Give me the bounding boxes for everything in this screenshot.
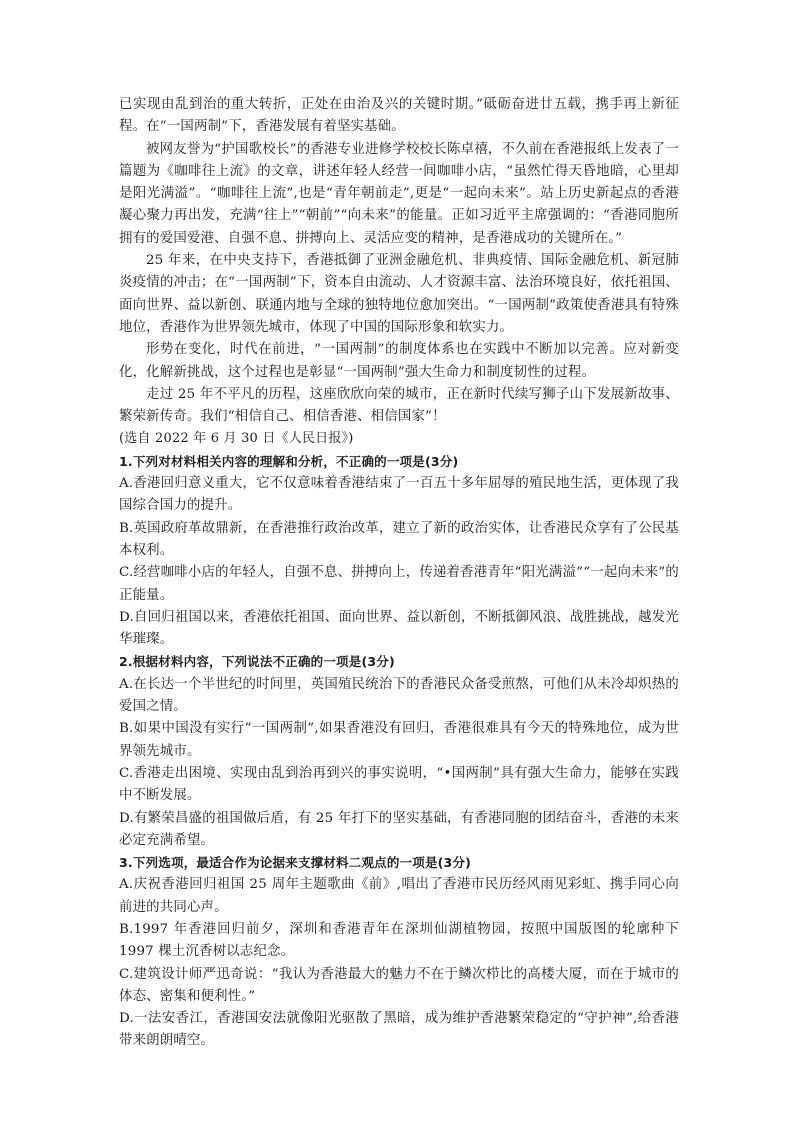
question-2-option-a: A.在长达一个半世纪的时间里，英国殖民统治下的香港民众备受煎熬，可他们从未冷却炽热的爱国之情。 — [119, 676, 679, 715]
question-1-title: 1.下列对材料相关内容的理解和分析，不正确的一项是(3分) — [119, 453, 459, 469]
paragraph-2: 被网友誉为“护国歌校长”的香港专业进修学校校长陈卓禧，不久前在香港报纸上发表了一篇题为《咖啡往上流》的文章，讲述年轻人经营一间咖啡小店，“虽然忙得天昏地暗，心里却是阳光满溢”。“咖啡往上流”,也是“青年朝前走”,更是“一起向未来”。站上历史新起点的香港凝心聚力再出发，充满“往上”“朝前”“向未来”的能量。正如习近平主席强调的：“香港同胞所拥有的爱国爱港、自强不息、拼搏向上、灵活应变的精神，是香港成功的关键所在。” — [119, 141, 679, 246]
question-2-title: 2.根据材料内容，下列说法不正确的一项是(3分) — [119, 654, 395, 670]
question-3-option-c: C.建筑设计师严迅奇说：“我认为香港最大的魅力不在于鳞次栉比的高楼大厦，而在于城市的体态、密集和便利性。” — [119, 966, 679, 1004]
question-1-option-a: A.香港回归意义重大，它不仅意味着香港结束了一百五十多年屈辱的殖民地生活，更体现了我国综合国力的提升。 — [119, 476, 679, 514]
question-3-option-a: A.庆祝香港回归祖国 25 周年主题歌曲《前》,唱出了香港市民历经风雨见彩虹、携手同心向前进的共同心声。 — [119, 877, 679, 915]
question-1-option-c: C.经营咖啡小店的年轻人，自强不息、拼搏向上，传递着香港青年“阳光满溢”“一起向未来”的正能量。 — [119, 565, 679, 603]
question-1-option-d: D.自回归祖国以来，香港依托祖国、面向世界、益以新创，不断抵御风浪、战胜挑战，越发光华璀璨。 — [119, 609, 679, 648]
paragraph-5: 走过 25 年不平凡的历程，这座欣欣向荣的城市，正在新时代续写狮子山下发展新故事、繁荣新传奇。我们“相信自己、相信香港、相信国家”！ — [119, 386, 679, 425]
paragraph-4: 形势在变化，时代在前进，“一国两制”的制度体系也在实践中不断加以完善。应对新变化，化解新挑战，这个过程也是彰显“一国两制”强大生命力和制度韧性的过程。 — [119, 342, 679, 380]
question-3-option-b: B.1997 年香港回归前夕，深圳和香港青年在深圳仙湖植物园，按照中国版图的轮廓种下 1997 棵土沉香树以志纪念。 — [119, 921, 679, 960]
paragraph-3: 25 年来，在中央支持下，香港抵御了亚洲金融危机、非典疫情、国际金融危机、新冠肺炎疫情的冲击；在“一国两制”下，资本自由流动、人才资源丰富、法治环境良好，依托祖国、面向世界、益以新创、联通内地与全球的独特地位愈加突出。“一国两制”政策使香港具有特殊地位，香港作为世界领先城市，体现了中国的国际形象和软实力。 — [119, 253, 679, 335]
question-3-title: 3.下列选项，最适合作为论据来支撑材料二观点的一项是(3分) — [119, 855, 472, 871]
paragraph-1: 已实现由乱到治的重大转折，正处在由治及兴的关键时期。”砥砺奋进廿五载，携手再上新征程。在“一国两制”下，香港发展有着坚实基础。 — [119, 97, 679, 135]
question-3-option-d: D.一法安香江，香港国安法就像阳光驱散了黑暗，成为维护香港繁荣稳定的“守护神”,给香港带来朗朗晴空。 — [119, 1011, 679, 1049]
question-2-option-d: D.有繁荣昌盛的祖国做后盾，有 25 年打下的坚实基础，有香港同胞的团结奋斗，香港的未来必定充满希望。 — [119, 810, 679, 848]
question-1-option-b: B.英国政府革故鼎新，在香港推行政治改革，建立了新的政治实体，让香港民众享有了公民基本权利。 — [119, 520, 679, 558]
source-citation: (选自 2022 年 6 月 30 日《人民日报》) — [119, 431, 354, 447]
question-2-option-c: C.香港走出困境、实现由乱到治再到兴的事实说明，“•国两制”具有强大生命力，能够在实践中不断发展。 — [119, 765, 679, 804]
question-2-option-b: B.如果中国没有实行“一国两制”,如果香港没有回归，香港很难具有今天的特殊地位，成为世界领先城市。 — [119, 721, 679, 759]
document-page — [119, 94, 679, 1053]
